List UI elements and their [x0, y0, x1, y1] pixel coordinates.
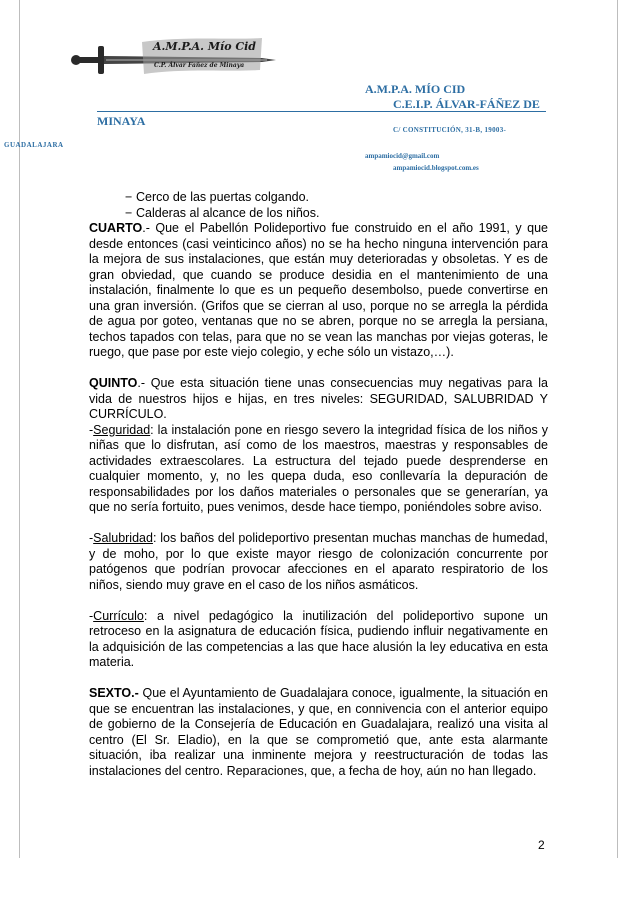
header-org: A.M.P.A. MÍO CID	[365, 82, 466, 96]
text-cuarto: .- Que el Pabellón Polideportivo fue construido en el año 1991, y que desde entonces (casi veinticinco años) no se ha hecho ninguna intervención para la mejora de sus instalaciones, que están muy deterioradas y obsoletas. Y es de gran obviedad, que cuando se produce desidia en el mantenimiento de una instalación, finalmente lo que es un pequeño desembolso, puede convertirse en una gran inversión. (Grifos que se cierran al uso, porque no se arregla la pérdida de agua por goteo, ventanas que no se abren, porque no se arregla la persiana, techos tapados con telas, para que no se vean las manchas por viejas goteras, le ruego, que pase por este viejo colegio, y eche sólo un vistazo,…).	[89, 221, 548, 359]
label-cuarto: CUARTO	[89, 221, 143, 235]
label-seguridad: Seguridad	[93, 422, 151, 437]
bullet-list	[125, 190, 548, 221]
paragraph-cuarto	[89, 221, 548, 361]
label-curriculo: Currículo	[93, 608, 144, 623]
text-quinto: .- Que esta situación tiene unas consecuencias muy negativas para la vida de nuestros hijos e hijas, en tres niveles: SEGURIDAD, SALUBRIDAD Y CURRÍCULO.	[89, 376, 548, 421]
header-address: C/ CONSTITUCIÓN, 31-B, 19003-	[393, 126, 507, 134]
logo-line2: C.P. Álvar Fañez de Minaya	[154, 62, 245, 69]
header-school: C.E.I.P. ÁLVAR-FÁÑEZ DE	[393, 97, 540, 111]
label-salubridad: Salubridad	[93, 531, 153, 545]
header-email: ampamiocid@gmail.com	[365, 152, 440, 160]
logo-line1: A.M.P.A. Mío Cid	[153, 40, 256, 53]
document-body	[89, 190, 548, 779]
header-divider	[97, 111, 546, 112]
label-sexto: SEXTO.-	[89, 686, 139, 700]
header-city: GUADALAJARA	[4, 141, 64, 149]
label-quinto: QUINTO	[89, 376, 138, 390]
paragraph-salubridad: -Salubridad: los baños del polideportivo presentan muchas manchas de humedad, y de moho, por lo que existe mayor riesgo de colonización concurrente por patógenos que podrían provocar afecciones en el aparato respiratorio de los niños, siendo muy grave en el caso de los niños asmáticos.	[89, 531, 548, 592]
text-sexto: Que el Ayuntamiento de Guadalajara conoce, igualmente, la situación en que se encuentran las instalaciones, y que, en connivencia con el anterior equipo de gobierno de la Consejería de Educación en Guadalajara, realizó una visita al centro (El Sr. Eladio), en la que se comprometió que, ante esta alarmante situación, iba realizar una inminente mejora y reestructuración de todas las instalaciones del centro. Reparaciones, que, a fecha de hoy, aún no han llegado.	[89, 686, 548, 778]
header-blog: ampamiocid.blogspot.com.es	[393, 164, 479, 172]
page-number: 2	[538, 838, 545, 852]
list-item: − Cerco de las puertas colgando.	[125, 190, 548, 206]
list-item: − Calderas al alcance de los niños.	[125, 206, 548, 222]
text-salubridad: : los baños del polideportivo presentan muchas manchas de humedad, y de moho, por lo que existe mayor riesgo de colonización concurrente por patógenos que podrían provocar afecciones en el aparato respiratorio de los niños, siendo muy grave en el caso de los niños asmáticos.	[89, 531, 548, 592]
text-seguridad: : la instalación pone en riesgo severo la integridad física de los niños y niñas que lo disfrutan, así como de los maestros, maestras y responsables de actividades extraescolares. La estructura del tejado puede desprenderse en cualquier momento, y, no les quepa duda, eso conllevaría la depuración de responsabilidades por los daños materiales o personales que se generarían, ya que no sería fortuito, pues venimos, desde hace tiempo, poniéndoles sobre aviso.	[89, 422, 548, 514]
paragraph-curriculo: -Currículo: a nivel pedagógico la inutilización del polideportivo supone un retroceso en la asignatura de educación física, pudiendo influir negativamente en la adquisición de las competencias a las que hace alusión la ley educativa en esta materia.	[89, 608, 548, 669]
text-curriculo: : a nivel pedagógico la inutilización del polideportivo supone un retroceso en la asignatura de educación física, pudiendo influir negativamente en la adquisición de las competencias a las que hace alusión la ley educativa en esta materia.	[89, 608, 548, 669]
paragraph-seguridad: -Seguridad: la instalación pone en riesgo severo la integridad física de los niños y niñas que lo disfrutan, así como de los maestros, maestras y responsables de actividades extraescolares. La estructura del tejado puede desprenderse en cualquier momento, y, no les quepa duda, eso conllevaría la depuración de responsabilidades por los daños materiales o personales que se generarían, ya que no sería fortuito, pues venimos, desde hace tiempo, poniéndoles sobre aviso.	[89, 422, 548, 514]
page-border-left	[19, 0, 20, 858]
header-school-cont: MINAYA	[97, 114, 146, 128]
page-border-right	[617, 0, 618, 858]
paragraph-sexto	[89, 686, 548, 779]
paragraph-quinto	[89, 376, 548, 423]
